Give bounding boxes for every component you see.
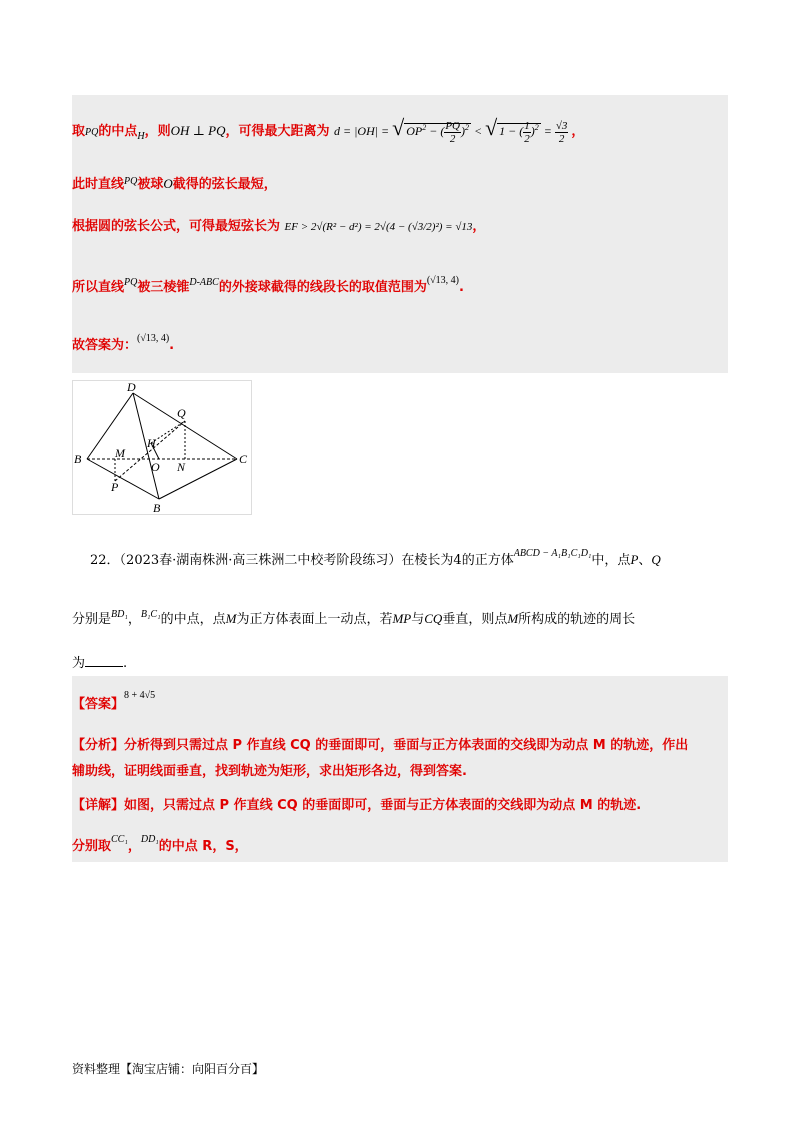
text: 的外接球截得的线段长的取值范围为 (218, 280, 427, 295)
text: 与 (411, 612, 425, 627)
analysis-line-2 (72, 760, 467, 779)
text: 的中点，点 (160, 612, 226, 627)
text: 截得的弦长最短， (172, 177, 277, 192)
math-lt: < (473, 124, 483, 138)
frac-num: √3 (555, 119, 568, 132)
max-distance-formula: d = |OH| = √ $OP^2$ − ( $\frac{PQ}{2}$ )$^2$ < √ 1 − ( $\frac{1}{2}$ )$^2$ = $\frac{√3}{2}$ (334, 115, 568, 145)
text: ， (472, 219, 486, 234)
analysis-text: 分析得到只需过点 P 作直线 CQ 的垂面即可，垂面与正方体表面的交线即为动点 M 的轨迹，作出 (124, 738, 689, 753)
math-pq: PQ (85, 127, 99, 138)
math-pq: PQ (124, 277, 138, 288)
math-eq: = |OH| = (343, 124, 390, 138)
label-h: H (147, 436, 156, 450)
detail-text: 如图，只需过点 P 作直线 CQ 的垂面即可，垂面与正方体表面的交线即为动点 M 的轨迹. (124, 798, 642, 813)
solution-line-5 (72, 333, 174, 353)
math-range: (√13, 4) (426, 275, 459, 286)
detail-line-2 (72, 834, 248, 854)
text: 为正方体表面上一动点，若 (236, 612, 393, 627)
label-o: O (151, 460, 160, 474)
math-dd1: DD₁ (140, 834, 159, 845)
answer-value: 8 + 4√5 (124, 690, 156, 701)
text: 垂直，则点 (442, 612, 508, 627)
frac-num: 1 (524, 119, 530, 132)
problem-22 (90, 548, 730, 568)
text: 的中点 R，S， (158, 839, 248, 854)
chord-formula: EF > 2√(R² − d²) = 2√(4 − (√3/2)²) = √13 (284, 221, 473, 233)
label-m: M (115, 446, 125, 460)
text: 的正方体 (461, 553, 514, 568)
solution-line-1 (72, 115, 584, 145)
text: 、 (638, 553, 652, 568)
text: 为 (72, 656, 86, 671)
math-p: P (630, 552, 639, 567)
answer-block (72, 676, 728, 862)
math-o: O (163, 176, 173, 191)
problem-line-1 (90, 548, 730, 568)
label-b-left: B (74, 452, 82, 466)
problem-number: 22． (90, 553, 120, 568)
text: . (459, 280, 464, 295)
answer-label: 【答案】 (72, 697, 125, 712)
frac-den: 2 (449, 132, 456, 145)
label-q: Q (177, 406, 186, 420)
math-range: (√13, 4) (137, 333, 170, 344)
solution-line-2 (72, 173, 277, 192)
analysis-line-1 (72, 734, 688, 753)
math-bd1: BD₁ (111, 609, 128, 620)
text: 4 (453, 553, 462, 568)
text: ，则 (144, 124, 171, 139)
math-dabc: D-ABC (189, 277, 219, 288)
math-cc1: CC₁ (111, 834, 128, 845)
math-m: M (507, 611, 519, 626)
analysis-label: 【分析】 (72, 738, 125, 753)
math-mp: MP (392, 611, 412, 626)
solution-block (72, 95, 728, 373)
math-cq: CQ (424, 611, 443, 626)
answer-line (72, 690, 155, 712)
text: 所构成的轨迹的周长 (518, 612, 636, 627)
text: . (169, 338, 175, 353)
solution-line-4 (72, 275, 464, 295)
text: 取 (72, 124, 86, 139)
detail-label: 【详解】 (72, 798, 125, 813)
problem-line-3 (72, 652, 127, 671)
text: ， (571, 124, 585, 139)
math-q: Q (651, 552, 661, 567)
label-p: P (111, 480, 119, 494)
label-c: C (239, 452, 248, 466)
math-cube: ABCD − A₁B₁C₁D₁ (513, 548, 592, 559)
math-op: OP (406, 124, 423, 138)
label-d: D (127, 381, 136, 394)
tetrahedron-figure (72, 380, 252, 515)
footer-credit: 资料整理【淘宝店铺：向阳百分百】 (72, 1062, 265, 1076)
analysis-text: 辅助线，证明线面垂直，找到轨迹为矩形，求出矩形各边，得到答案. (72, 764, 467, 779)
math-one: 1 − ( (499, 124, 524, 138)
text: 的中点 (98, 124, 138, 139)
math-h: H (137, 131, 145, 142)
frac-den: 2 (524, 132, 530, 145)
math-m: M (225, 611, 237, 626)
tetrahedron-diagram (73, 381, 251, 514)
text: ， (127, 839, 141, 854)
math-b1c1: B₁C₁ (140, 609, 161, 620)
math-d: d (334, 124, 341, 138)
label-b-bottom: B (153, 501, 161, 514)
text: 被球 (137, 177, 164, 192)
detail-line (72, 794, 641, 813)
problem-line-2 (72, 608, 635, 627)
text: 根据圆的弦长公式，可得最短弦长为 (72, 219, 281, 234)
math-eq: = (543, 124, 552, 138)
solution-line-3 (72, 215, 485, 234)
text: ， (127, 612, 141, 627)
text: 在棱长为 (401, 553, 454, 568)
text: 分别取 (72, 839, 112, 854)
math-close: ) (530, 124, 535, 138)
text: 此时直线 (72, 177, 125, 192)
text: 中，点 (591, 553, 631, 568)
text: . (123, 656, 128, 671)
text: 被三棱锥 (137, 280, 190, 295)
answer-blank (85, 666, 123, 667)
text: 故答案为： (72, 338, 138, 353)
math-pq: PQ (124, 176, 138, 187)
problem-source: （2023春·湖南株洲·高三株洲二中校考阶段练习） (119, 553, 402, 568)
text: 所以直线 (72, 280, 125, 295)
math-perp: OH ⊥ PQ (170, 123, 226, 138)
frac-den: 2 (558, 132, 565, 145)
label-n: N (177, 460, 186, 474)
text: ，可得最大距离为 (225, 124, 330, 139)
text: 分别是 (72, 612, 112, 627)
frac-num: PQ (445, 119, 460, 132)
